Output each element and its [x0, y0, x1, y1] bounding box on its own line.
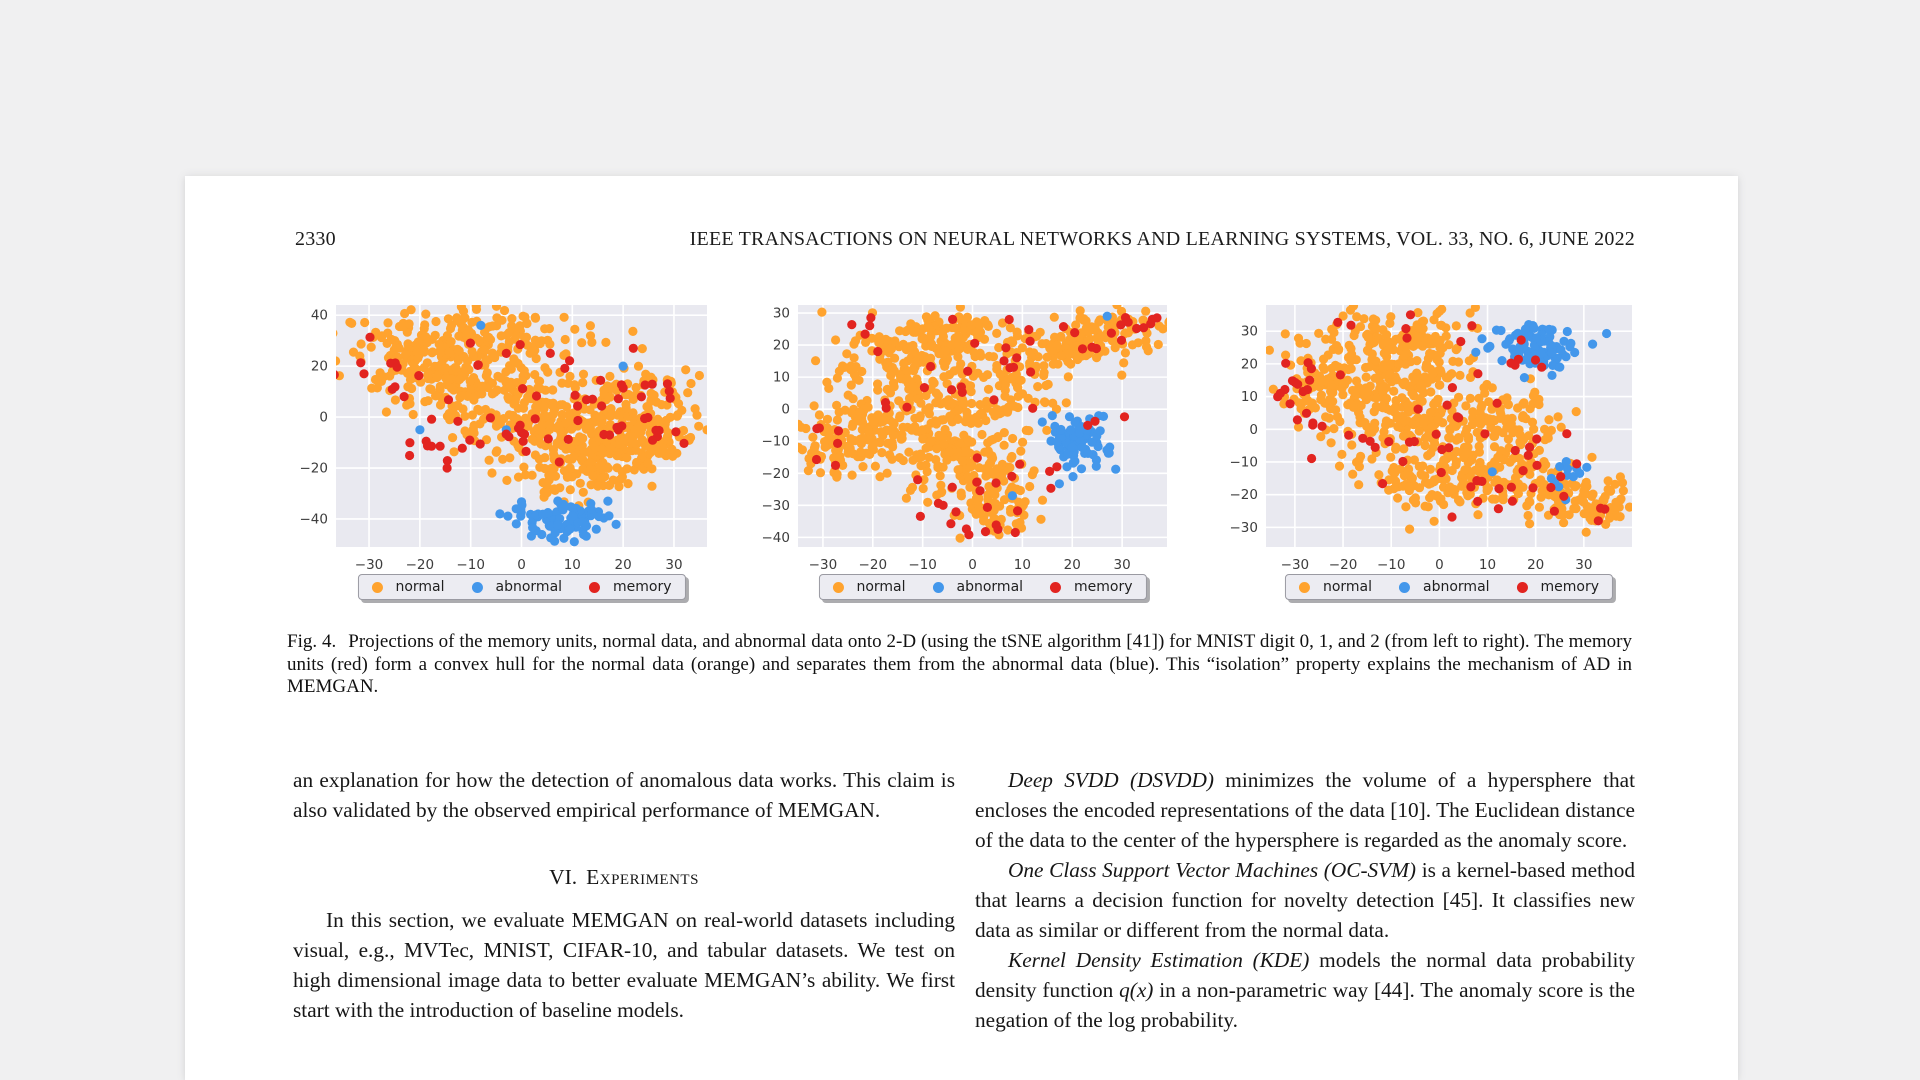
legend-item-normal	[832, 579, 905, 595]
section-numeral: VI.	[549, 865, 578, 889]
svg-text:20: 20	[310, 358, 328, 375]
svg-text:−20: −20	[858, 557, 888, 573]
tsne-scatter-mnist-digit-2	[1212, 305, 1644, 581]
svg-text:20: 20	[772, 337, 790, 354]
svg-text:−30: −30	[1229, 519, 1258, 536]
plot-legend	[818, 574, 1146, 600]
svg-text:20: 20	[1240, 356, 1258, 373]
svg-text:40: 40	[310, 307, 328, 324]
svg-text:−20: −20	[1229, 487, 1258, 504]
paragraph-text: is a kernel-based method that learns a decision function for novelty detection [45]. It classifies new data as similar or different from the normal data.	[975, 858, 1635, 942]
legend-item-normal	[371, 579, 444, 595]
svg-text:0: 0	[781, 401, 790, 418]
legend-label: normal	[395, 579, 445, 595]
legend-item-abnormal	[1399, 579, 1490, 595]
svg-text:−40: −40	[761, 529, 790, 546]
legend-label: abnormal	[1423, 579, 1490, 595]
svg-text:−10: −10	[1376, 557, 1406, 573]
svg-text:−20: −20	[761, 465, 790, 482]
svg-text:30: 30	[1113, 557, 1131, 573]
paragraph-text: models the normal data probability density function	[975, 948, 1635, 1002]
y-axis-ticks	[762, 306, 791, 546]
paper-page	[185, 176, 1738, 1080]
svg-text:−20: −20	[299, 460, 328, 477]
svg-text:−10: −10	[908, 557, 937, 573]
svg-text:0: 0	[1249, 421, 1258, 438]
tsne-scatter-mnist-digit-0	[282, 305, 719, 581]
legend-label: memory	[1540, 579, 1600, 595]
plot-legend	[1285, 574, 1613, 600]
svg-text:30: 30	[1240, 323, 1258, 340]
svg-text:30: 30	[1575, 557, 1593, 573]
legend-label: memory	[613, 579, 672, 595]
legend-item-normal	[1299, 579, 1372, 595]
legend-item-memory	[1050, 579, 1133, 595]
svg-text:20: 20	[614, 557, 632, 573]
svg-text:−30: −30	[354, 557, 384, 573]
normal-marker-icon	[832, 582, 843, 593]
svg-text:−10: −10	[456, 557, 485, 573]
svg-text:10: 10	[772, 369, 790, 386]
method-name: Kernel Density Estimation (KDE)	[1008, 948, 1310, 972]
legend-label: normal	[856, 579, 906, 595]
svg-text:−40: −40	[299, 511, 328, 528]
y-axis-ticks	[1230, 324, 1259, 536]
journal-title: IEEE TRANSACTIONS ON NEURAL NETWORKS AND LEARNING SYSTEMS, VOL. 33, NO. 6, JUNE 2022	[689, 228, 1635, 250]
x-axis-ticks	[355, 557, 683, 573]
svg-text:10: 10	[563, 557, 581, 573]
legend-label: memory	[1074, 579, 1133, 595]
svg-text:−20: −20	[1328, 557, 1358, 573]
method-name: One Class Support Vector Machines (OC-SVM)	[1008, 858, 1417, 882]
legend-item-memory	[1517, 579, 1600, 595]
section-title: Experiments	[586, 865, 699, 889]
paragraph-text: minimizes the volume of a hypersphere that encloses the encoded representations of the data [10]. The Euclidean distance of the data to the center of the hypersphere is regarded as the anomaly score.	[975, 768, 1635, 852]
svg-text:−20: −20	[405, 557, 435, 573]
svg-text:−30: −30	[761, 497, 790, 514]
memory-marker-icon	[589, 582, 600, 593]
svg-text:10: 10	[1478, 557, 1497, 573]
right-text-column	[975, 765, 1635, 1035]
body-paragraph	[975, 945, 1635, 1035]
abnormal-marker-icon	[933, 582, 944, 593]
legend-item-abnormal	[933, 579, 1024, 595]
figure-caption-text: Projections of the memory units, normal data, and abnormal data onto 2-D (using the tSNE algorithm [41]) for MNIST digit 0, 1, and 2 (from left to right). The memory units (red) form a convex hull for the normal data (orange) and separates them from the abnormal data (blue). This “isolation” property explains the mechanism of AD in MEMGAN.	[287, 631, 1632, 698]
svg-text:0: 0	[968, 557, 977, 573]
memory-marker-icon	[1517, 582, 1528, 593]
section-heading	[293, 862, 955, 892]
math-expression: q(x)	[1119, 978, 1154, 1002]
y-axis-ticks	[300, 308, 329, 528]
normal-marker-icon	[371, 582, 382, 593]
legend-item-abnormal	[472, 579, 563, 595]
method-name: Deep SVDD (DSVDD)	[1008, 768, 1214, 792]
svg-text:30: 30	[772, 305, 790, 322]
abnormal-marker-icon	[472, 582, 483, 593]
running-head	[295, 228, 1635, 251]
abnormal-marker-icon	[1399, 582, 1410, 593]
svg-text:30: 30	[665, 557, 683, 573]
memory-marker-icon	[1050, 582, 1061, 593]
paragraph-text: in a non-parametric way [44]. The anomaly score is the negation of the log probability.	[975, 978, 1635, 1032]
legend-label: abnormal	[495, 579, 563, 595]
figure-caption-label: Fig. 4.	[287, 631, 337, 652]
svg-text:0: 0	[517, 557, 526, 573]
svg-text:−30: −30	[808, 557, 838, 573]
body-paragraph	[975, 855, 1635, 945]
x-axis-ticks	[809, 557, 1131, 573]
svg-text:0: 0	[1435, 557, 1444, 573]
tsne-scatter-mnist-digit-1	[744, 305, 1179, 581]
svg-text:20: 20	[1063, 557, 1081, 573]
legend-item-memory	[589, 579, 672, 595]
svg-text:10: 10	[1013, 557, 1031, 573]
svg-text:−10: −10	[761, 433, 790, 450]
legend-label: normal	[1322, 579, 1373, 595]
figure-caption	[287, 631, 1632, 699]
body-paragraph	[975, 765, 1635, 855]
body-paragraph: an explanation for how the detection of anomalous data works. This claim is also validated by the observed empirical performance of MEMGAN.	[293, 768, 955, 822]
left-text-column	[293, 765, 955, 1025]
legend-label: abnormal	[956, 579, 1024, 595]
svg-text:10: 10	[1240, 389, 1258, 406]
normal-marker-icon	[1299, 582, 1310, 593]
svg-text:−30: −30	[1280, 557, 1310, 573]
plot-legend	[357, 574, 685, 600]
body-paragraph: In this section, we evaluate MEMGAN on real-world datasets including visual, e.g., MVTec, MNIST, CIFAR-10, and tabular datasets. We test on high dimensional image data to better evaluate MEMGAN’s ability. We first start with the introduction of baseline models.	[293, 908, 955, 1022]
page-number: 2330	[295, 228, 336, 250]
x-axis-ticks	[1281, 557, 1593, 573]
svg-text:20: 20	[1527, 557, 1545, 573]
svg-text:−10: −10	[1229, 454, 1258, 471]
svg-text:0: 0	[319, 409, 328, 426]
